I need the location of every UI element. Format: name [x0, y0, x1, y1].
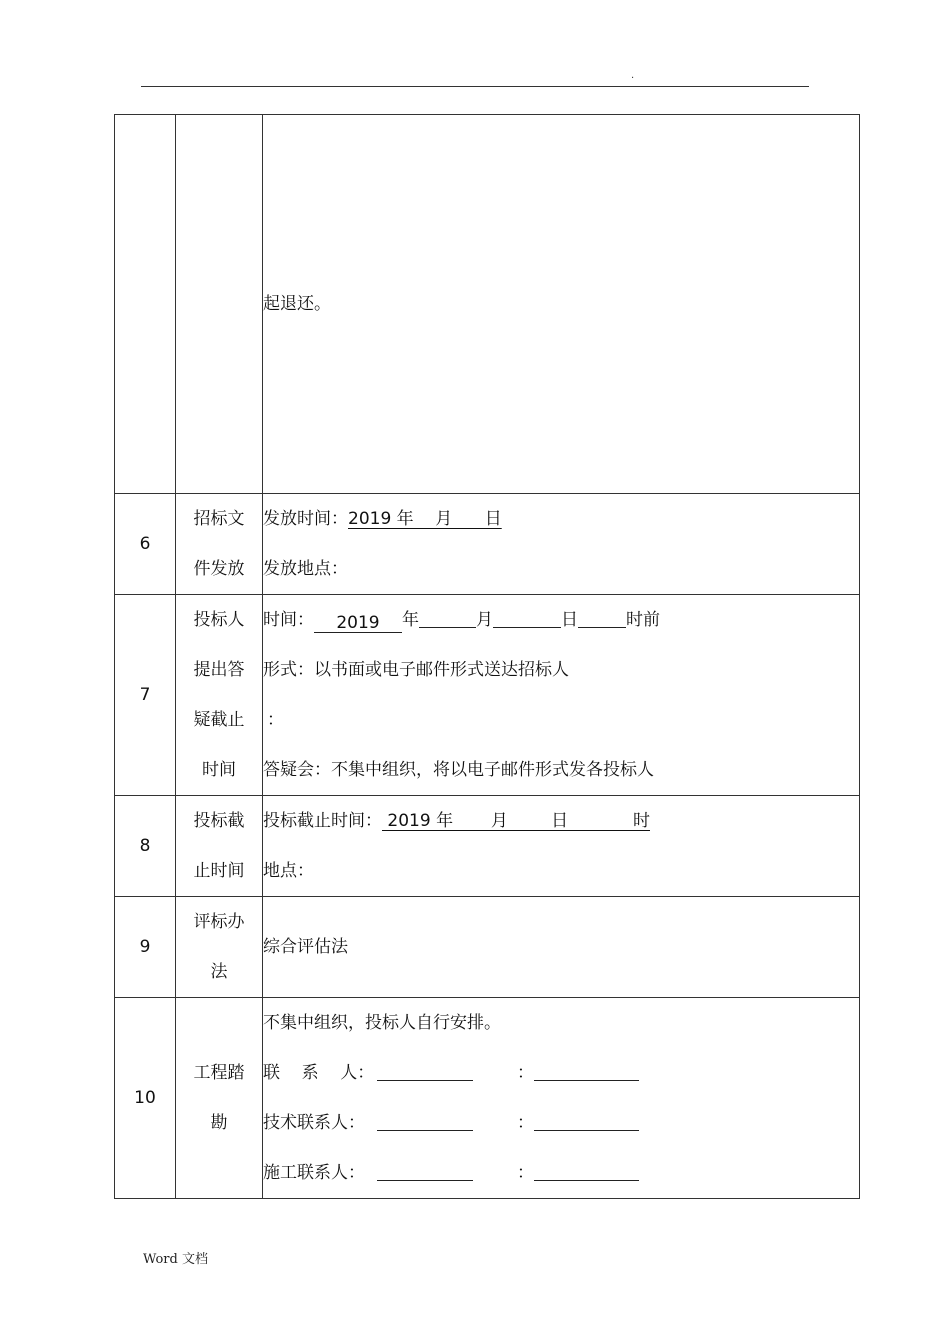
- tech-phone-blank: [534, 1112, 639, 1131]
- bid-deadline-label: 投标截止时间：: [263, 811, 382, 831]
- phone-colon: ：: [517, 1063, 534, 1083]
- row-number: 8: [115, 796, 176, 897]
- item-line: 招标文: [193, 509, 245, 529]
- query-deadline-line: [263, 595, 859, 645]
- phone-colon: ：: [517, 1163, 534, 1183]
- phone-colon: ：: [517, 1113, 534, 1133]
- qa-meeting-line: 答疑会：不集中组织，将以电子邮件形式发各投标人: [263, 760, 654, 780]
- issue-time-label: 发放时间：: [263, 509, 348, 529]
- tech-name-blank: [377, 1112, 473, 1131]
- row-content: [263, 998, 860, 1199]
- table-row-7: [115, 595, 860, 796]
- item-line: 提出答: [193, 660, 245, 680]
- month-unit: 月: [476, 610, 493, 630]
- row-item: [176, 796, 263, 897]
- row-content: [263, 796, 860, 897]
- row-number: 10: [115, 998, 176, 1199]
- row-item: [176, 998, 263, 1199]
- construct-phone-blank: [534, 1162, 639, 1181]
- row-number-cell: [115, 115, 176, 494]
- issue-time-value: 2019 年 月 日: [348, 509, 502, 529]
- query-form-line: 形式：以书面或电子邮件形式送达招标人: [263, 660, 569, 680]
- year-blank: [314, 614, 402, 633]
- issue-time-line: [263, 494, 859, 544]
- colon-line: ：: [267, 710, 284, 730]
- contact-name-blank: [377, 1062, 473, 1081]
- construct-contact-label: 施工联系人：: [263, 1163, 365, 1183]
- page-footer: Word 文档: [143, 1252, 208, 1267]
- row-item: [176, 494, 263, 595]
- row-item: [176, 595, 263, 796]
- query-time-label: 时间：: [263, 610, 314, 630]
- row-item: [176, 897, 263, 998]
- item-line: 时间: [202, 760, 236, 780]
- row-content: 综合评估法: [263, 897, 860, 998]
- item-line: 法: [210, 962, 228, 982]
- row-number: 7: [115, 595, 176, 796]
- contact-line: [263, 1048, 859, 1098]
- issue-place-label: 发放地点：: [263, 559, 348, 579]
- row-item-cell: [176, 115, 263, 494]
- table-row-10: [115, 998, 860, 1199]
- table-row-9: [115, 897, 860, 998]
- item-line: 勘: [210, 1113, 228, 1133]
- table-row-8: [115, 796, 860, 897]
- item-line: 投标人: [193, 610, 245, 630]
- year-unit: 年: [402, 610, 419, 630]
- bid-deadline-line: [263, 796, 859, 846]
- header-dot: .: [631, 70, 635, 81]
- content-line: 起退还。: [263, 294, 331, 314]
- row-number: 9: [115, 897, 176, 998]
- item-line: 评标办: [193, 912, 245, 932]
- site-visit-line: 不集中组织，投标人自行安排。: [263, 1013, 501, 1033]
- item-line: 件发放: [193, 559, 245, 579]
- day-blank: [493, 609, 561, 628]
- row-content: [263, 595, 860, 796]
- item-line: 疑截止: [193, 710, 245, 730]
- table-row-continuation: [115, 115, 860, 494]
- day-unit: 日: [561, 610, 578, 630]
- month-blank: [419, 609, 476, 628]
- year-value: 2019: [336, 613, 380, 633]
- bidding-info-table: [114, 114, 860, 1199]
- row-content-cell: [263, 115, 860, 494]
- construct-name-blank: [377, 1162, 473, 1181]
- tech-contact-line: [263, 1098, 859, 1148]
- bid-deadline-value: 2019 年 月 日 时: [382, 811, 650, 831]
- hour-blank: [578, 609, 626, 628]
- hour-unit: 时前: [626, 610, 660, 630]
- row-number: 6: [115, 494, 176, 595]
- tech-contact-label: 技术联系人：: [263, 1113, 365, 1133]
- contact-phone-blank: [534, 1062, 639, 1081]
- contact-label: 联 系 人：: [263, 1063, 375, 1083]
- row-content: [263, 494, 860, 595]
- construct-contact-line: [263, 1148, 859, 1198]
- item-line: 投标截: [193, 811, 245, 831]
- bid-place-label: 地点：: [263, 861, 314, 881]
- table-row-6: [115, 494, 860, 595]
- item-line: 工程踏: [193, 1063, 245, 1083]
- header-rule: [141, 86, 809, 87]
- item-line: 止时间: [193, 861, 245, 881]
